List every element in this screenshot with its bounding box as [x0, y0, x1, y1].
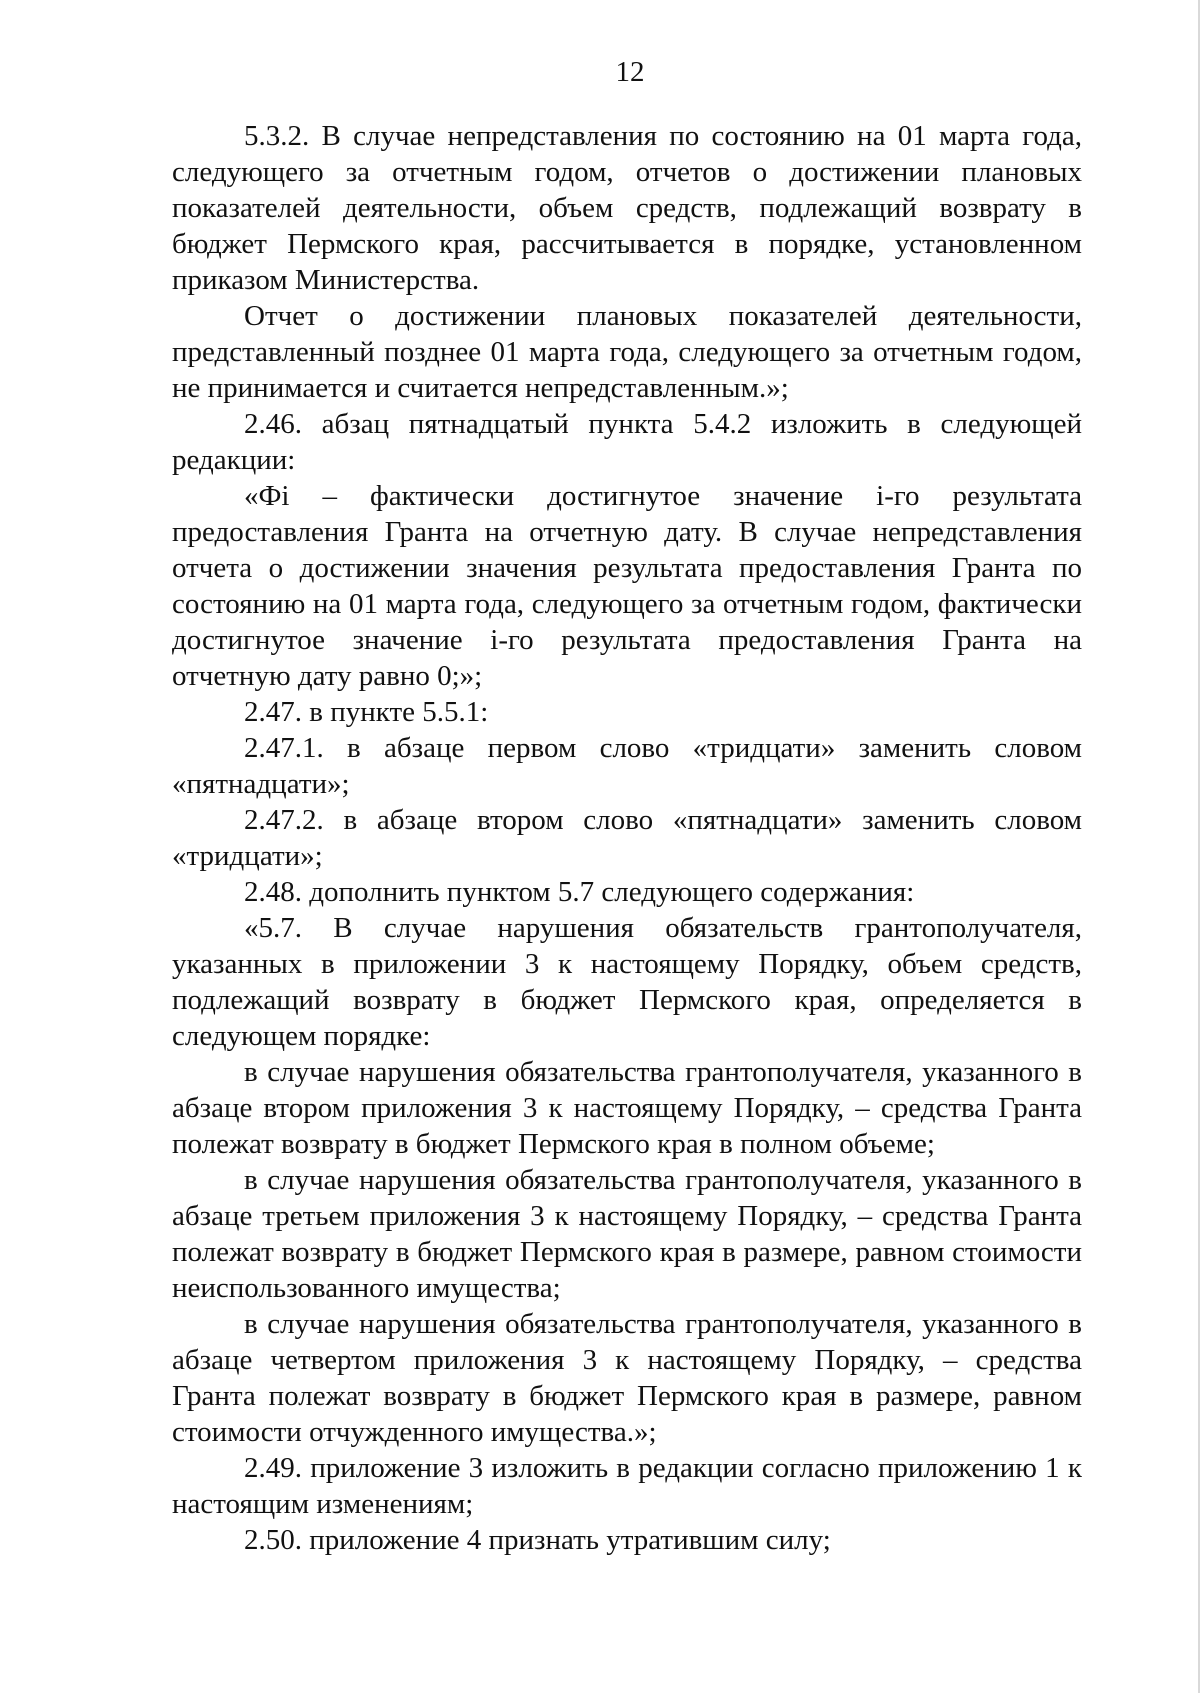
paragraph-5-3-2: 5.3.2. В случае непредставления по состоянию на 01 марта года, следующего за отчетным годом, отчетов о достижении плановых показателей деятельности, объем средств, подлежащий возврату в бюджет Пермского края, рассчитывается в порядке, установленном приказом Министерства.	[172, 120, 1082, 296]
paragraph-2-47-1: 2.47.1. в абзаце первом слово «тридцати» заменить словом «пятнадцати»;	[172, 732, 1082, 800]
paragraph-2-46: 2.46. абзац пятнадцатый пункта 5.4.2 изложить в следующей редакции:	[172, 408, 1082, 476]
paragraph-5-7: «5.7. В случае нарушения обязательств грантополучателя, указанных в приложении 3 к настоящему Порядку, объем средств, подлежащий возврату в бюджет Пермского края, определяется в следующем порядке:	[172, 912, 1082, 1052]
paragraph-violation-third: в случае нарушения обязательства грантополучателя, указанного в абзаце третьем приложения 3 к настоящему Порядку, – средства Гранта полежат возврату в бюджет Пермского края в размере, равном стоимости неиспользованного имущества;	[172, 1164, 1082, 1304]
paragraph-2-47-2: 2.47.2. в абзаце втором слово «пятнадцати» заменить словом «тридцати»;	[172, 804, 1082, 872]
paragraph-report-late: Отчет о достижении плановых показателей деятельности, представленный позднее 01 марта года, следующего за отчетным годом, не принимается и считается непредставленным.»;	[172, 300, 1082, 404]
paragraph-violation-fourth: в случае нарушения обязательства грантополучателя, указанного в абзаце четвертом приложения 3 к настоящему Порядку, – средства Гранта полежат возврату в бюджет Пермского края в размере, равном стоимости отчужденного имущества.»;	[172, 1308, 1082, 1448]
page-number: 12	[615, 56, 645, 88]
paragraph-2-48: 2.48. дополнить пунктом 5.7 следующего содержания:	[244, 876, 915, 908]
paragraph-2-49: 2.49. приложение 3 изложить в редакции согласно приложению 1 к настоящим изменениям;	[172, 1452, 1082, 1520]
document-body	[172, 118, 1082, 1558]
paragraph-2-50: 2.50. приложение 4 признать утратившим силу;	[244, 1524, 831, 1556]
paragraph-fi-definition: «Фi – фактически достигнутое значение i-го результата предоставления Гранта на отчетную дату. В случае непредставления отчета о достижении значения результата предоставления Гранта по состоянию на 01 марта года, следующего за отчетным годом, фактически достигнутое значение i-го результата предоставления Гранта на отчетную дату равно 0;»;	[172, 480, 1082, 692]
paragraph-violation-second: в случае нарушения обязательства грантополучателя, указанного в абзаце втором приложения 3 к настоящему Порядку, – средства Гранта полежат возврату в бюджет Пермского края в полном объеме;	[172, 1056, 1082, 1160]
paragraph-2-47: 2.47. в пункте 5.5.1:	[244, 696, 489, 728]
